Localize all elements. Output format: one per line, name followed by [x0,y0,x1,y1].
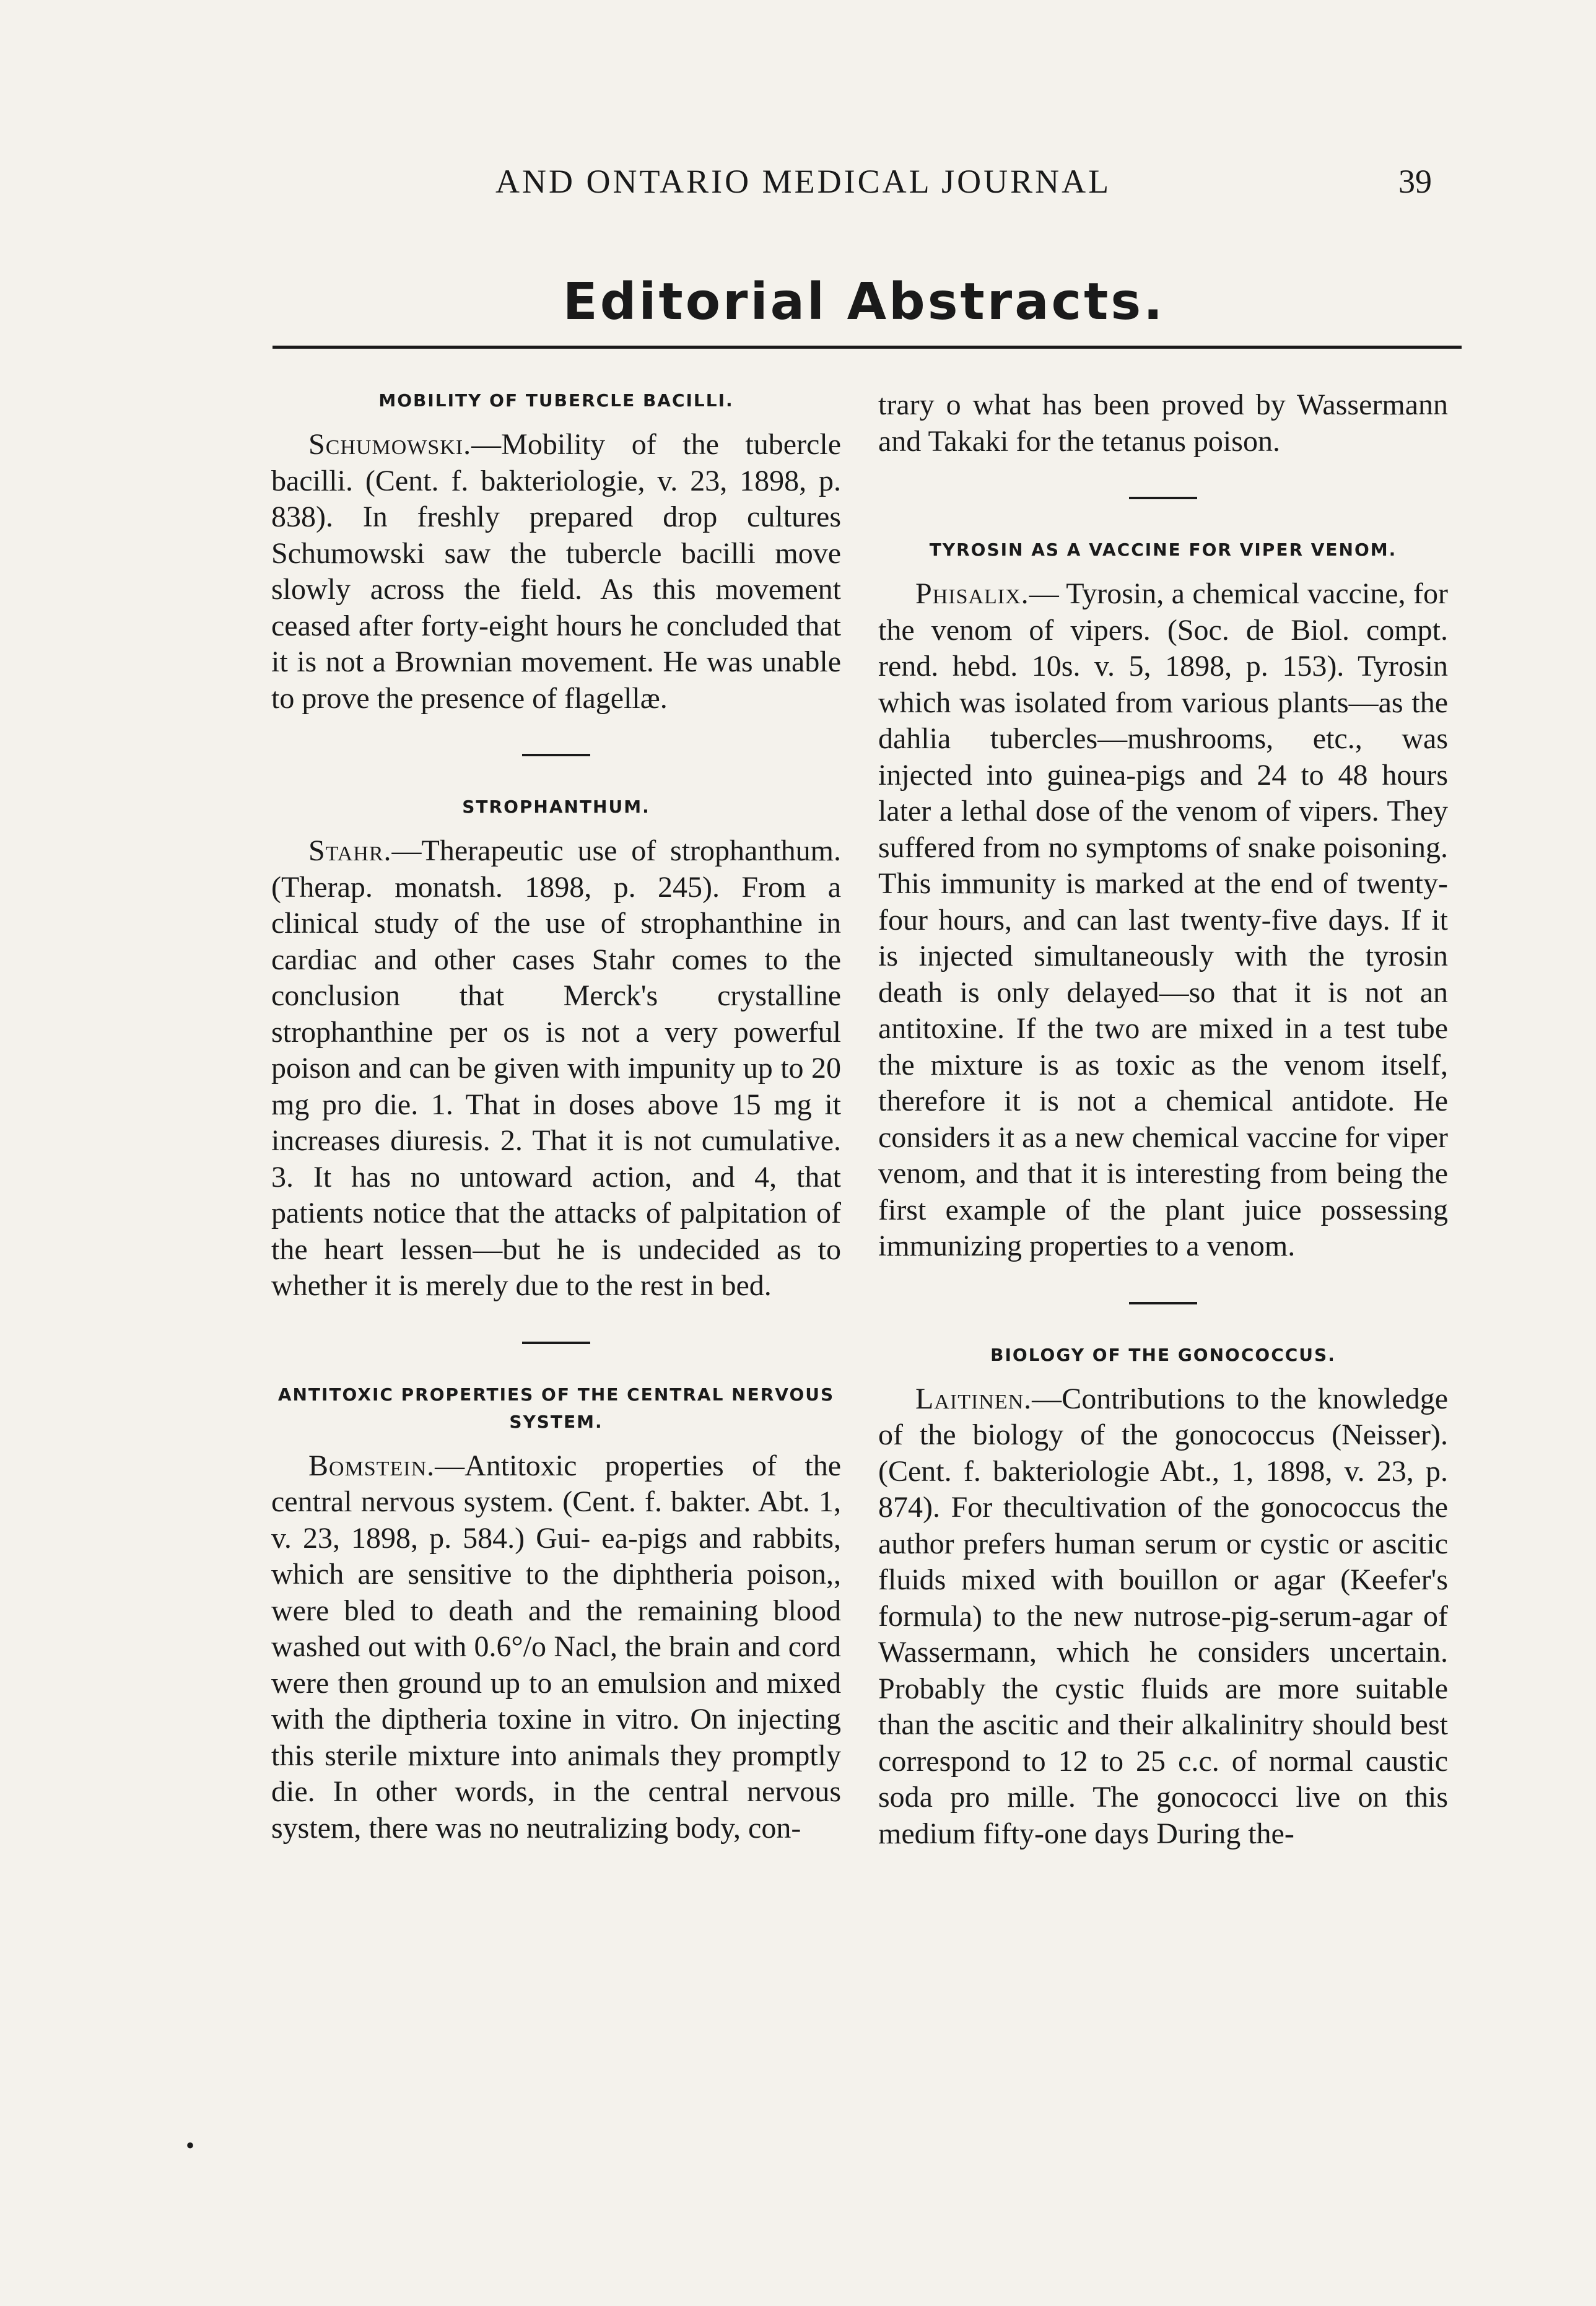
abstract-text: — Tyrosin, a chemical vaccine, for the venom of vipers. (Soc. de Biol. compt. rend. hebd. 10s. v. 5, 1898, p. 153). Tyrosin which was isolated from various plants—as the dahlia tubercles—mushrooms, etc., was injected into guinea-pigs and 24 to 48 hours later a lethal dose of the venom of vipers. They suffered from no symptoms of snake poisoning. This immunity is marked at the end of twenty-four hours, and can last twenty-five days. If it is injected simultaneously with the tyrosin death is only delayed—so that it is not an antitoxine. If the two are mixed in a test tube the mixture is as toxic as the venom itself, therefore it is not a chemical antidote. He considers it as a new chemical vaccine for viper venom, and that it is interesting from being the first example of the plant juice possessing immunizing properties to a venom. [878,577,1448,1262]
title-rule [273,346,1462,349]
separator-rule [522,754,590,756]
abstract-text: —Antitoxic properties of the central nervous system. (Cent. f. bakter. Abt. 1, v. 23, 1898, p. 584.) Gui- ea-pigs and rabbits, which are sensitive to the diphtheria poison,, were bled to death and the remaining blood washed out with 0.6°/o Nacl, the brain and cord were then ground up to an emulsion and mixed with the diptheria toxine in vitro. On injecting this sterile mixture into animals they promptly die. In other words, in the central nervous system, there was no neutralizing body, con- [271,1449,841,1845]
author-name: Laitinen. [915,1382,1032,1415]
author-name: Bomstein. [308,1449,435,1482]
abstract-text: —Mobility of the tubercle bacilli. (Cent. f. bakteriologie, v. 23, 1898, p. 838). In freshly prepared drop cultures Schumowski saw the tubercle bacilli move slowly across the field. As this movement ceased after forty-eight hours he concluded that it is not a Brownian movement. He was unable to prove the presence of flagellæ. [271,428,841,715]
separator-rule [1129,1302,1197,1304]
abstract-text: —Contributions to the knowledge of the biology of the gonococcus (Neisser). (Cent. f. bakteriologie Abt., 1, 1898, v. 23, p. 874). For thecultivation of the gonococcus the author prefers human serum or cystic or ascitic fluids mixed with bouillon or agar (Keefer's formula) to the new nutrose-pig-serum-agar of Wassermann, which he considers uncertain. Probably the cystic fluids are more suitable than the ascitic and their alkalinitry should best correspond to 12 to 25 c.c. of normal caustic soda pro mille. The gonococci live on this medium fifty-one days During the- [878,1382,1448,1850]
abstract-heading-tubercle: MOBILITY OF TUBERCLE BACILLI. [378,390,734,411]
author-name: Phisalix. [915,577,1029,610]
abstract-body-gonococcus [878,1381,1448,1853]
abstract-heading-antitoxic: ANTITOXIC PROPERTIES OF THE CENTRAL NERVOUS SYSTEM. [277,1384,835,1432]
abstract-heading-tyrosin: TYROSIN AS A VACCINE FOR VIPER VENOM. [929,539,1397,560]
abstract-body-antitoxic [271,1448,841,1847]
running-head: AND ONTARIO MEDICAL JOURNAL [495,163,1112,200]
section-title: Editorial Abstracts. [562,273,1166,331]
author-name: Stahr. [308,834,392,867]
right-column [878,387,1448,1852]
abstract-body-strophanthum [271,833,841,1304]
separator-rule [522,1342,590,1344]
separator-rule [1129,497,1197,499]
abstract-text: —Therapeutic use of strophanthum. (Therap. monatsh. 1898, p. 245). From a clinical study of the use of strophanthine in cardiac and other cases Stahr comes to the conclusion that Merck's crystalline strophanthine per os is not a very powerful poison and can be given with impunity up to 20 mg pro die. 1. That in doses above 15 mg it increases diuresis. 2. That it is not cumulative. 3. It has no untoward action, and 4, that patients notice that the attacks of palpitation of the heart lessen—but he is undecided as to whether it is merely due to the rest in bed. [271,834,841,1302]
abstract-continuation: trary o what has been proved by Wassermann and Takaki for the tetanus poison. [878,388,1448,458]
abstract-heading-strophanthum: STROPHANTHUM. [462,797,650,817]
abstract-body-tyrosin [878,576,1448,1265]
abstract-body-tubercle [271,427,841,717]
abstract-heading-gonococcus: BIOLOGY OF THE GONOCOCCUS. [990,1344,1336,1365]
page-number: 39 [1398,163,1432,200]
author-name: Schumowski. [308,428,472,461]
page-mark: • [186,2131,195,2159]
left-column [271,387,841,1846]
